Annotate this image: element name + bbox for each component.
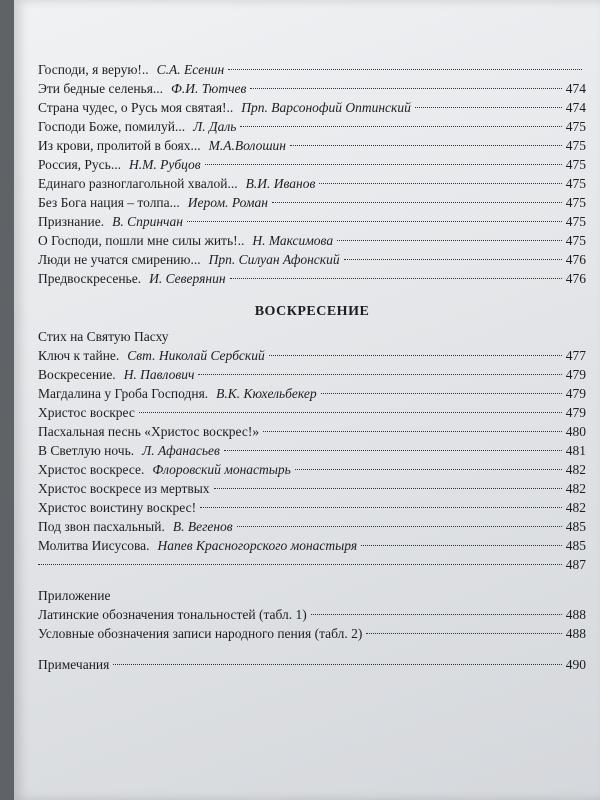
toc-author: Флоровский монастырь (152, 462, 291, 477)
toc-title: Предвоскресенье. (38, 271, 142, 286)
toc-title: Признание. (38, 214, 105, 229)
toc-title: Условные обозначения записи народного пения (табл. 2) (38, 626, 363, 641)
toc-page-number: 475 (565, 157, 586, 172)
toc-page-number: 475 (565, 138, 586, 153)
toc-title: Ключ к тайне. (38, 348, 120, 363)
dot-leader (250, 88, 561, 89)
toc-title: Воскресение. (38, 367, 116, 382)
toc-author: Напев Красногорского монастыря (157, 538, 358, 553)
toc-row (38, 346, 586, 365)
toc-row (38, 441, 586, 460)
toc-row (38, 193, 586, 212)
dot-leader (214, 488, 562, 489)
toc-title: Христос воскресе из мертвых (38, 481, 210, 496)
toc-page-number: 474 (565, 100, 586, 115)
toc-author: Ф.И. Тютчев (171, 81, 247, 96)
toc-title: Пасхальная песнь «Христос воскрес!» (38, 424, 260, 439)
dot-leader (237, 526, 562, 527)
dot-leader (361, 545, 562, 546)
toc-page-number: 479 (565, 405, 586, 420)
toc-author: Л. Даль (193, 119, 237, 134)
dot-leader (415, 107, 562, 108)
dot-leader (228, 69, 582, 70)
toc-title: Страна чудес, о Русь моя святая!.. (38, 100, 234, 115)
toc-title: Из крови, пролитой в боях... (38, 138, 201, 153)
toc-row (38, 60, 586, 79)
toc-page-number: 475 (565, 176, 586, 191)
dot-leader (290, 145, 562, 146)
toc-row (38, 231, 586, 250)
toc-page-number: 482 (565, 462, 586, 477)
toc-author: Иером. Роман (187, 195, 268, 210)
section-heading: ВОСКРЕСЕНИЕ (254, 304, 370, 319)
toc-title: Латинские обозначения тональностей (табл. 1) (38, 607, 307, 622)
toc-author: В.К. Кюхельбекер (216, 386, 317, 401)
toc-author: С.А. Есенин (156, 62, 225, 77)
toc-title: Господи Боже, помилуй... (38, 119, 186, 134)
toc-page-number: 490 (565, 657, 586, 672)
toc-row (38, 365, 586, 384)
toc-author: Прп. Силуан Афонский (208, 252, 340, 267)
toc-page-number: 475 (565, 214, 586, 229)
toc-part-1 (38, 60, 586, 288)
dot-leader (366, 633, 561, 634)
toc-author: Прп. Варсонофий Оптинский (241, 100, 411, 115)
toc-title: Россия, Русь... (38, 157, 121, 172)
toc-author: Л. Афанасьев (142, 443, 220, 458)
dot-leader (113, 664, 561, 665)
toc-title: Под звон пасхальный. (38, 519, 165, 534)
toc-author: Свт. Николай Сербский (127, 348, 265, 363)
toc-title: О Господи, пошли мне силы жить!.. (38, 233, 245, 248)
toc-page-number: 485 (565, 519, 586, 534)
toc-row (38, 384, 586, 403)
dot-leader (311, 614, 562, 615)
toc-author: Н. Максимова (252, 233, 334, 248)
toc-author: В. Вегенов (172, 519, 233, 534)
toc-page-number: 476 (565, 252, 586, 267)
dot-leader (344, 259, 562, 260)
dot-leader (337, 240, 562, 241)
dot-leader (295, 469, 562, 470)
dot-leader (205, 164, 562, 165)
dot-leader (269, 355, 562, 356)
dot-leader (38, 564, 562, 565)
toc-row (38, 517, 586, 536)
section-intro: Стих на Святую Пасху (38, 329, 169, 344)
toc-row-notes (38, 655, 586, 674)
dot-leader (319, 183, 561, 184)
toc-title: В Светлую ночь. (38, 443, 135, 458)
toc-row (38, 422, 586, 441)
toc-title: Примечания (38, 657, 110, 672)
toc-page-number: 481 (565, 443, 586, 458)
toc-row (38, 174, 586, 193)
dot-leader (224, 450, 562, 451)
toc-author: М.А.Волошин (208, 138, 286, 153)
toc-author: Н. Павлович (123, 367, 195, 382)
toc-row (38, 479, 586, 498)
toc-page-number: 474 (565, 81, 586, 96)
dot-leader (321, 393, 562, 394)
toc-row (38, 269, 586, 288)
toc-author: В. Спринчан (112, 214, 183, 229)
toc-row (38, 460, 586, 479)
dot-leader (263, 431, 562, 432)
toc-title: Господи, я верую!.. (38, 62, 149, 77)
toc-row (38, 498, 586, 517)
appendix-heading: Приложение (38, 588, 111, 603)
dot-leader (200, 507, 562, 508)
dot-leader (240, 126, 561, 127)
toc-page-number: 477 (565, 348, 586, 363)
toc-title: Эти бедные селенья... (38, 81, 164, 96)
toc-title: Христос воскресе. (38, 462, 145, 477)
dot-leader (187, 221, 562, 222)
toc-page-number: 485 (565, 538, 586, 553)
toc-row (38, 624, 586, 643)
dot-leader (272, 202, 562, 203)
toc-page-number: 475 (565, 119, 586, 134)
toc-row (38, 79, 586, 98)
toc-row (38, 536, 586, 555)
book-page (14, 0, 600, 800)
toc-page-number: 475 (565, 195, 586, 210)
toc-row-appendix-intro (38, 555, 586, 574)
toc-row (38, 98, 586, 117)
toc-part-2 (38, 346, 586, 555)
toc-title: Христос воистину воскрес! (38, 500, 197, 515)
toc-row (38, 136, 586, 155)
toc-page-number: 479 (565, 367, 586, 382)
toc-page-number: 479 (565, 386, 586, 401)
dot-leader (198, 374, 561, 375)
toc-author: В.И. Иванов (245, 176, 316, 191)
table-of-contents (38, 60, 586, 674)
toc-row (38, 212, 586, 231)
toc-page-number: 475 (565, 233, 586, 248)
toc-row (38, 117, 586, 136)
toc-title: Христос воскрес (38, 405, 135, 420)
toc-page-number: 488 (565, 626, 586, 641)
toc-row (38, 403, 586, 422)
toc-page-number: 488 (565, 607, 586, 622)
toc-title: Люди не учатся смирению... (38, 252, 201, 267)
toc-row (38, 155, 586, 174)
toc-appendix (38, 605, 586, 643)
toc-author: И. Северянин (149, 271, 226, 286)
toc-row (38, 250, 586, 269)
toc-title: Молитва Иисусова. (38, 538, 150, 553)
dot-leader (230, 278, 562, 279)
toc-title: Без Бога нация – толпа... (38, 195, 180, 210)
toc-page-number: 482 (565, 500, 586, 515)
toc-author: Н.М. Рубцов (128, 157, 201, 172)
dot-leader (139, 412, 562, 413)
toc-page-number: 480 (565, 424, 586, 439)
toc-row (38, 605, 586, 624)
toc-page-number: 476 (565, 271, 586, 286)
toc-title: Магдалина у Гроба Господня. (38, 386, 209, 401)
toc-title: Единаго разноглагольной хвалой... (38, 176, 238, 191)
toc-page-number: 487 (565, 557, 586, 572)
toc-page-number: 482 (565, 481, 586, 496)
